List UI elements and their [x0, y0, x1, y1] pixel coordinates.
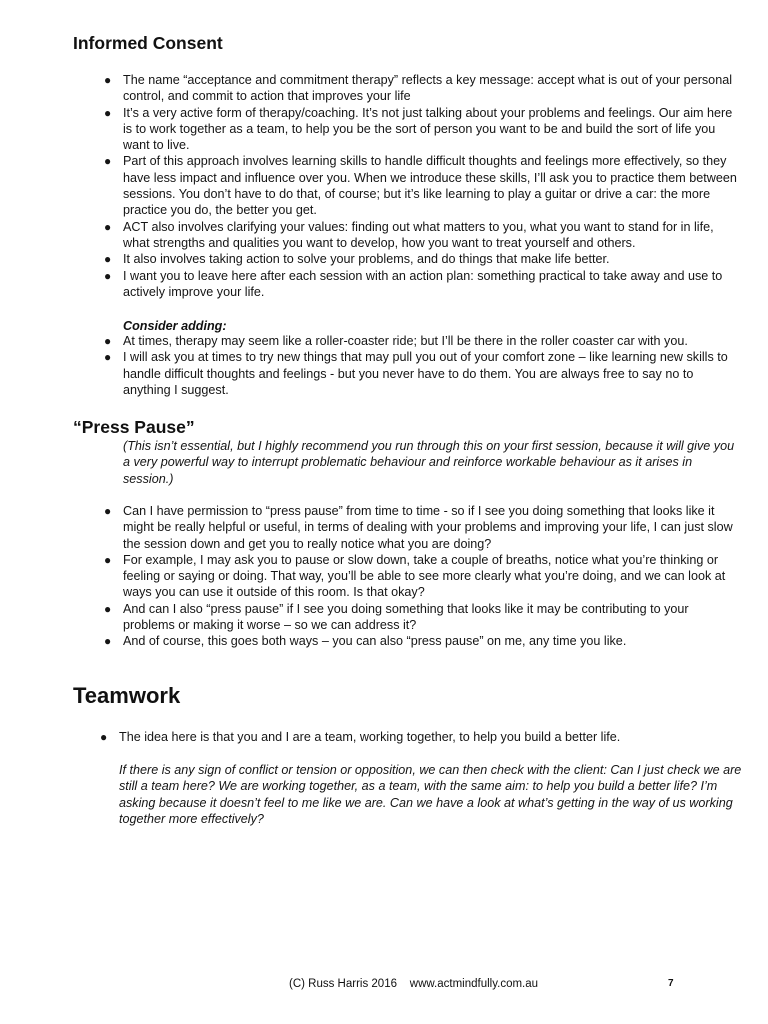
- heading-press-pause: “Press Pause”: [73, 417, 195, 437]
- consider-adding-label: Consider adding:: [123, 319, 227, 333]
- bullet-icon: ●: [104, 73, 112, 87]
- bullet-icon: ●: [104, 252, 112, 267]
- bullet-icon: ●: [104, 634, 112, 649]
- informed-consent-list: [104, 72, 743, 300]
- teamwork-note: If there is any sign of conflict or tension or opposition, we can then check with the client: Can I just check we are still a team here? We are working together, as a team, with the same aim: to help you build a better life? I’m asking because it doesn’t feel to me like we are. Can we have a look at what’s getting in the way of us working together more effectively?: [119, 763, 742, 826]
- bullet-icon: ●: [104, 154, 112, 169]
- list-item: ● ACT also involves clarifying your values: finding out what matters to you, what you want to stand for in life, what strengths and qualities you want to develop, how you want to treat yourself and others.: [104, 219, 714, 250]
- heading-informed-consent: Informed Consent: [73, 33, 223, 53]
- press-pause-list: [104, 503, 743, 650]
- list-item: ● It’s a very active form of therapy/coaching. It’s not just talking about your problems and feelings. Our aim here is to work together as a team, to help you be the sort of person you want to be and build the sort of life you want to live.: [104, 105, 733, 153]
- bullet-icon: ●: [104, 504, 112, 518]
- consider-adding-list: [104, 333, 743, 398]
- list-item: ● And of course, this goes both ways – you can also “press pause” on me, any time you like.: [104, 634, 627, 649]
- list-item: ● And can I also “press pause” if I see you doing something that looks like it may be contributing to your problems or making it worse – so we can address it?: [104, 601, 689, 633]
- heading-teamwork: Teamwork: [73, 683, 181, 708]
- list-item: ● Part of this approach involves learning skills to handle difficult thoughts and feelings more effectively, so they have less impact and influence over you. When we introduce these skills, I’ll ask you to practice them between sessions. You don’t have to do that, of course; but it’s like learning to play a guitar or drive a car: the more practice you do, the better you get.: [104, 154, 737, 218]
- bullet-icon: ●: [104, 219, 112, 234]
- bullet-icon: ●: [104, 350, 112, 365]
- list-item: ● The name “acceptance and commitment therapy” reflects a key message: accept what is out of your personal control, and commit to action that improves your life: [104, 73, 732, 104]
- page-number: 7: [668, 978, 674, 989]
- list-item: ● For example, I may ask you to pause or slow down, take a couple of breaths, notice what you’re thinking or feeling or saying or doing. That way, you’ll be able to see more clearly what you’re doing, and we can look at ways you can use it outside of this room. Is that okay?: [104, 552, 726, 600]
- press-pause-note: (This isn’t essential, but I highly recommend you run through this on your first session, because it will give you a very powerful way to interrupt problematic behaviour and reinforce workable behaviour as it arises in session.): [123, 439, 735, 486]
- list-item: ● I want you to leave here after each session with an action plan: something practical to take away and use to actively improve your life.: [104, 268, 723, 299]
- list-item: ● At times, therapy may seem like a roller-coaster ride; but I’ll be there in the roller coaster car with you.: [104, 334, 688, 348]
- list-item: ● I will ask you at times to try new things that may pull you out of your comfort zone – like learning new skills to handle difficult thoughts and feelings - but you never have to do them. You are always free to say no to anything I suggest.: [104, 350, 728, 397]
- teamwork-list: [100, 729, 744, 745]
- list-item: ● Can I have permission to “press pause” from time to time - so if I see you doing something that looks like it might be really helpful or useful, in terms of dealing with your problems and improving your life, I can just slow the session down and get you to really notice what you are doing?: [104, 504, 733, 551]
- bullet-icon: ●: [104, 552, 112, 567]
- list-item: ● The idea here is that you and I are a team, working together, to help you build a better life.: [100, 730, 621, 744]
- footer-copyright: (C) Russ Harris 2016 www.actmindfully.com.au: [289, 978, 539, 990]
- bullet-icon: ●: [104, 334, 112, 348]
- bullet-icon: ●: [104, 268, 112, 283]
- bullet-icon: ●: [104, 601, 112, 616]
- bullet-icon: ●: [100, 730, 108, 744]
- bullet-icon: ●: [104, 105, 112, 120]
- list-item: ● It also involves taking action to solve your problems, and do things that make life better.: [104, 252, 610, 267]
